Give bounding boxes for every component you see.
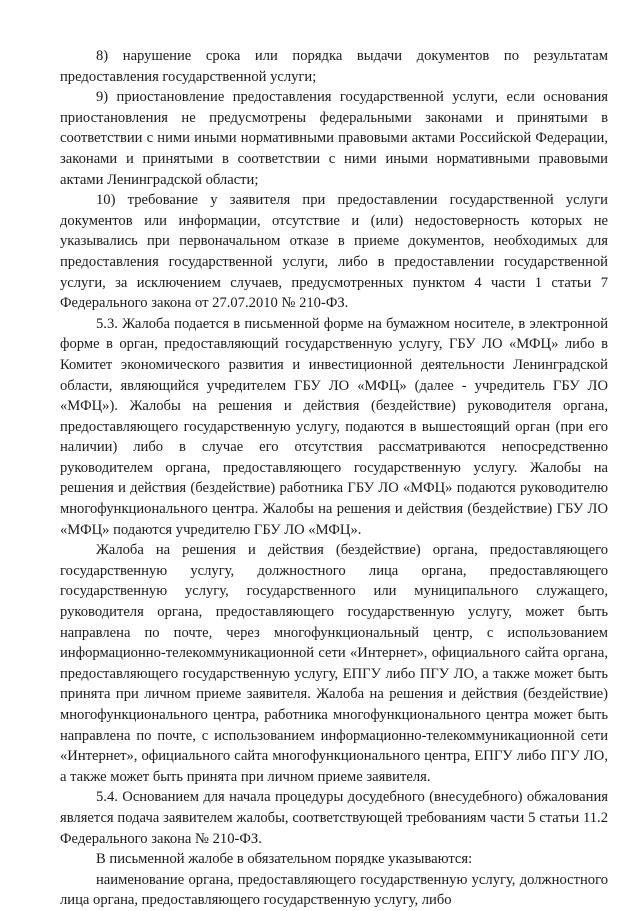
paragraph-section-5-4: 5.4. Основанием для начала процедуры досудебного (внесудебного) обжалования является подача заявителем жалобы, соответствующей требованиям части 5 статьи 11.2 Федерального закона № 210-ФЗ. (60, 789, 608, 847)
paragraph-item-8: 8) нарушение срока или порядка выдачи документов по результатам предоставления государственной услуги; (60, 48, 608, 85)
paragraph-item-10: 10) требование у заявителя при предоставлении государственной услуги документов или информации, отсутствие и (или) недостоверность которых не указывались при первоначальном отказе в приеме документов, необходимых для предоставления государственной услуги, либо в предоставлении государственной услуги, за исключением случаев, предусмотренных пунктом 4 части 1 статьи 7 Федерального закона от 27.07.2010 № 210-ФЗ. (60, 192, 608, 312)
paragraph-item-9: 9) приостановление предоставления государственной услуги, если основания приостановления не предусмотрены федеральными законами и принятыми в соответствии с ними иными нормативными правовыми актами Российской Федерации, законами и принятыми в соответствии с ними иными нормативными правовыми актами Ленинградской области; (60, 89, 608, 188)
paragraph-required-fields-intro: В письменной жалобе в обязательном порядке указываются: (96, 851, 473, 868)
paragraph-authority-name: наименование органа, предоставляющего государственную услугу, должностного лица органа, предоставляющего государственную услугу, либо (60, 871, 608, 909)
document-body (60, 46, 608, 911)
paragraph-section-5-3: 5.3. Жалоба подается в письменной форме на бумажном носителе, в электронной форме в орган, предоставляющий государственную услугу, ГБУ ЛО «МФЦ» либо в Комитет экономического развития и инвестиционной деятельности Ленинградской области, являющийся учредителем ГБУ ЛО «МФЦ» (далее - учредитель ГБУ ЛО «МФЦ»). Жалобы на решения и действия (бездействие) руководителя органа, предоставляющего государственную услугу, подаются в вышестоящий орган (при его наличии) либо в случае его отсутствия рассматриваются непосредственно руководителем органа, предоставляющего государственную услугу. Жалобы на решения и действия (бездействие) работника ГБУ ЛО «МФЦ» подаются руководителю многофункционального центра. Жалобы на решения и действия (бездействие) ГБУ ЛО «МФЦ» подаются учредителю ГБУ ЛО «МФЦ». (60, 315, 608, 538)
paragraph-complaint-channels: Жалоба на решения и действия (бездействие) органа, предоставляющего государственную услугу, должностного лица органа, предоставляющего государственную услугу, государственного или муниципального служащего, руководителя органа, предоставляющего государственную услугу, может быть направлена по почте, через многофункциональный центр, с использованием информационно-телекоммуникационной сети «Интернет», официального сайта органа, предоставляющего государственную услугу, ЕПГУ либо ПГУ ЛО, а также может быть принята при личном приеме заявителя. Жалоба на решения и действия (бездействие) многофункционального центра, работника многофункционального центра может быть направлена по почте, с использованием информационно-телекоммуникационной сети «Интернет», официального сайта многофункционального центра, ЕПГУ либо ПГУ ЛО, а также может быть принята при личном приеме заявителя. (60, 542, 608, 785)
